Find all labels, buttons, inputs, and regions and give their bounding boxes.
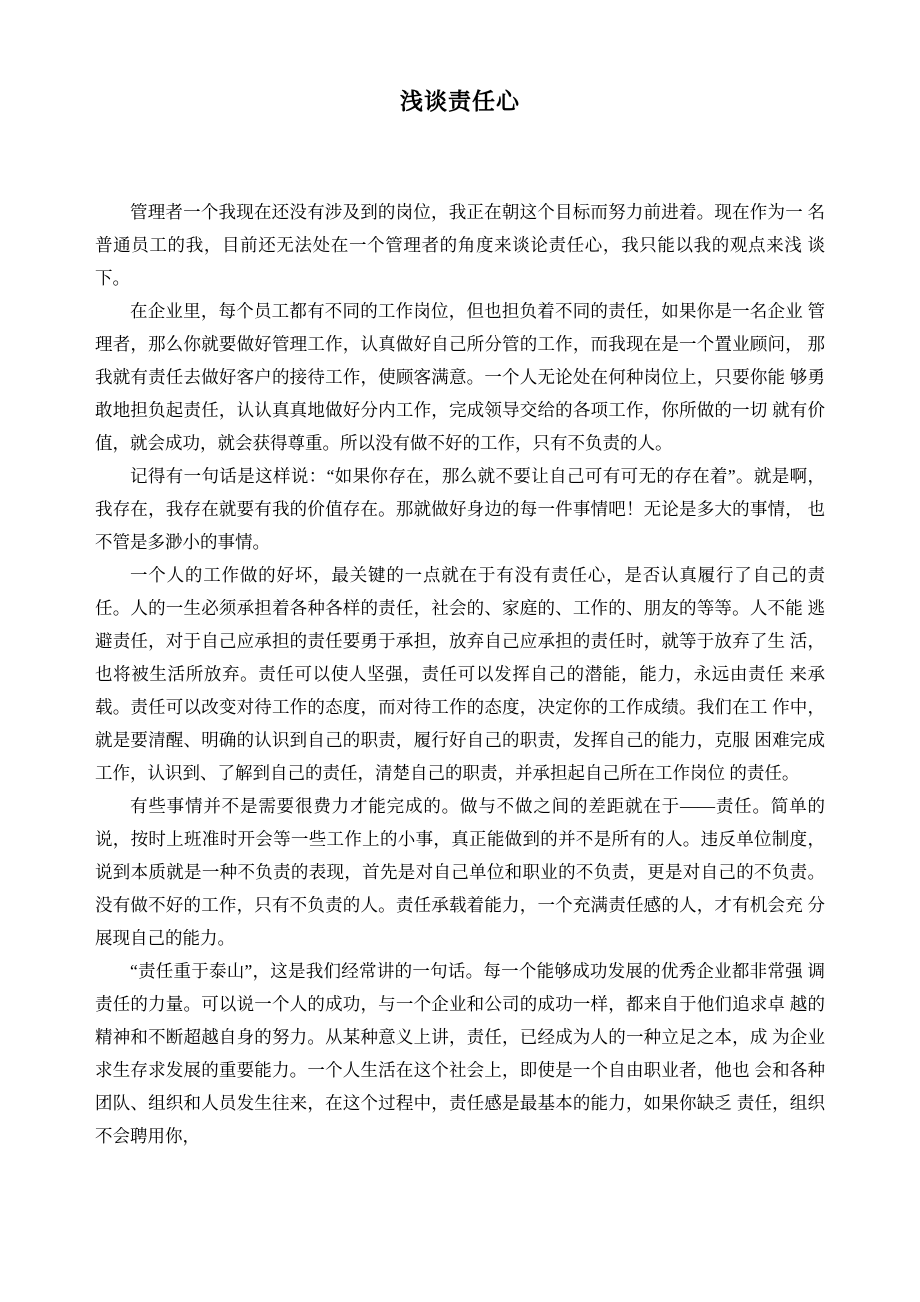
paragraph: 管理者一个我现在还没有涉及到的岗位，我正在朝这个目标而努力前进着。现在作为一 名普通员工的我，目前还无法处在一个管理者的角度来谈论责任心，我只能以我的观点来浅 谈下。 [95, 202, 825, 288]
paragraph: 有些事情并不是需要很费力才能完成的。做与不做之间的差距就在于——责任。简单的 说，按时上班准时开会等一些工作上的小事，真正能做到的并不是所有的人。违反单位制度， 说到本质就是一种不负责的表现，首先是对自己单位和职业的不负责，更是对自己的不负责。 没有做不好的工作，只有不负责的人。责任承载着能力，一个充满责任感的人，才有机会充 分展现自己的能力。 [95, 796, 825, 948]
document-title: 浅谈责任心 [400, 89, 520, 114]
paragraph: 记得有一句话是这样说：“如果你存在，那么就不要让自己可有可无的存在着”。就是啊， 我存在，我存在就要有我的价值存在。那就做好身边的每一件事情吧！无论是多大的事情， 也不管是多渺小的事情。 [95, 466, 825, 552]
document-body [95, 196, 825, 1153]
paragraph: 一个人的工作做的好坏，最关键的一点就在于有没有责任心，是否认真履行了自己的责 任。人的一生必须承担着各种各样的责任，社会的、家庭的、工作的、朋友的等等。人不能 逃避责任，对于自己应承担的责任要勇于承担，放弃自己应承担的责任时，就等于放弃了生 活，也将被生活所放弃。责任可以使人坚强，责任可以发挥自己的潜能，能力，永远由责任 来承载。责任可以改变对待工作的态度，而对待工作的态度，决定你的工作成绩。我们在工 作中，就是要清醒、明确的认识到自己的职责，履行好自己的职责，发挥自己的能力，克服 困难完成工作，认识到、了解到自己的责任，清楚自己的职责，并承担起自己所在工作岗位 的责任。 [95, 565, 825, 783]
paragraph: 在企业里，每个员工都有不同的工作岗位，但也担负着不同的责任，如果你是一名企业 管理者，那么你就要做好管理工作，认真做好自己所分管的工作，而我现在是一个置业顾问， 那我就有责任去做好客户的接待工作，使顾客满意。一个人无论处在何种岗位上，只要你能 够勇敢地担负起责任，认认真真地做好分内工作，完成领导交给的各项工作，你所做的一切 就有价值，就会成功，就会获得尊重。所以没有做不好的工作，只有不负责的人。 [95, 301, 825, 453]
paragraph: “责任重于泰山”，这是我们经常讲的一句话。每一个能够成功发展的优秀企业都非常强 调责任的力量。可以说一个人的成功，与一个企业和公司的成功一样，都来自于他们追求卓 越的精神和不断超越自身的努力。从某种意义上讲，责任，已经成为人的一种立足之本，成 为企业求生存求发展的重要能力。一个人生活在这个社会上，即使是一个自由职业者，他也 会和各种团队、组织和人员发生往来，在这个过程中，责任感是最基本的能力，如果你缺乏 责任，组织不会聘用你， [95, 961, 825, 1146]
